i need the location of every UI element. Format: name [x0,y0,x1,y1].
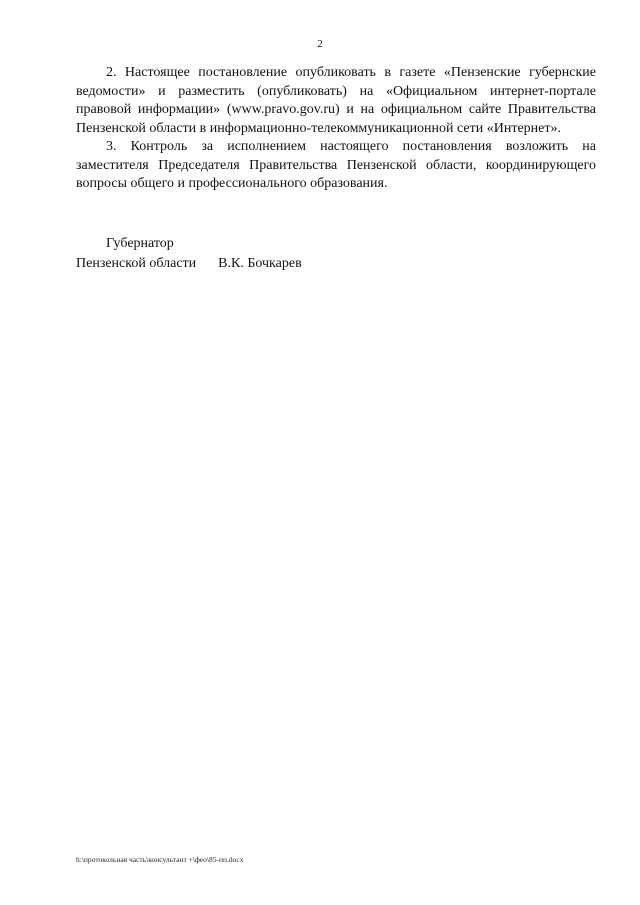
paragraph-publication: 2. Настоящее постановление опубликовать в газете «Пензенские губернские ведомости» и разместить (опубликовать) на «Официальном интернет-портале правовой информации» (www.pravo.gov.ru) и на официальном сайте Правительства Пензенской области в информационно-телекоммуникационной сети «Интернет». [76,65,596,136]
signatory-name: В.К. Бочкарев [218,256,302,271]
document-body [76,64,596,194]
signature-title-region: Пензенской области [76,256,197,271]
signature-row [76,254,476,274]
signature-title-governor: Губернатор [106,236,174,251]
page-number: 2 [317,38,323,50]
footer-file-path: h:\протокольная часть\консультант +\фео\85-пп.docx [76,855,244,864]
paragraph-control: 3. Контроль за исполнением настоящего постановления возложить на заместителя Председателя Правительства Пензенской области, координирующего вопросы общего и профессионального образования. [76,139,596,191]
signature-block [76,234,476,274]
